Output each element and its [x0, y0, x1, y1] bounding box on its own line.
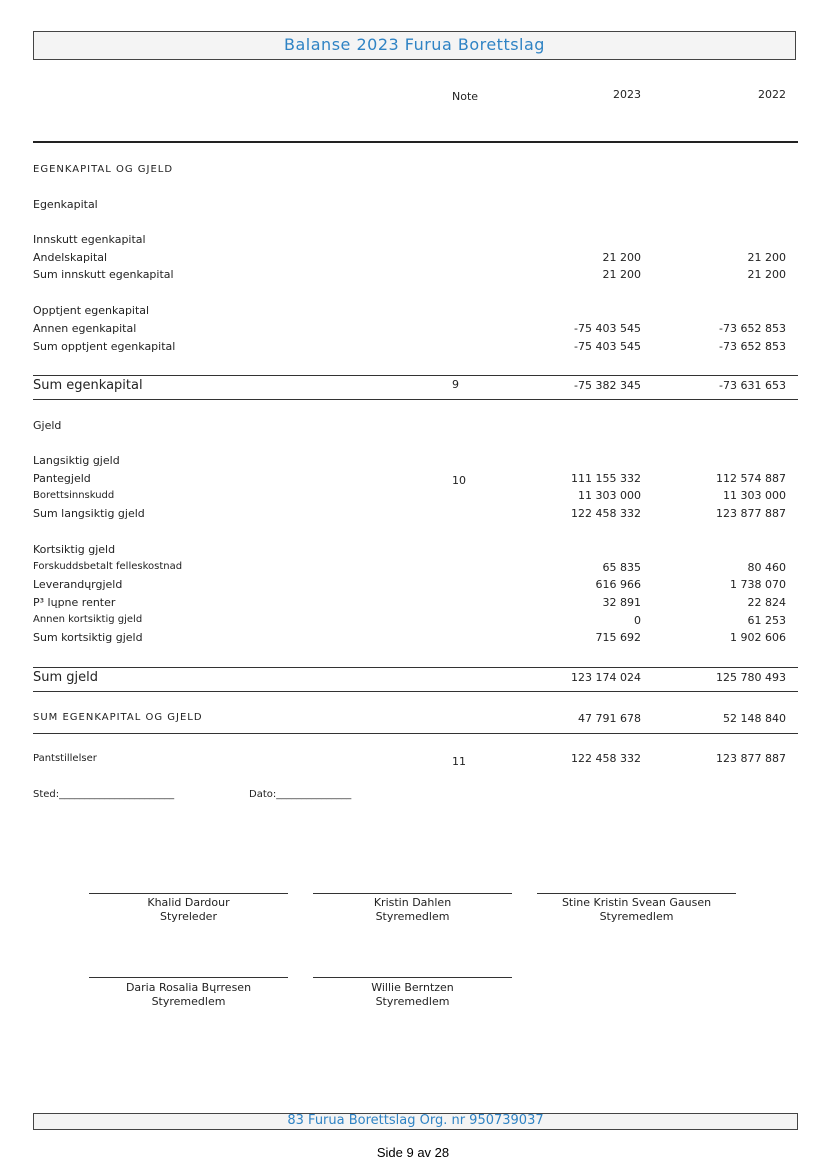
- row-label: Andelskapital: [33, 251, 108, 264]
- row-value-2022: 21 200: [747, 251, 786, 264]
- signatory-role: Styremedlem: [151, 995, 226, 1008]
- row-value-2023: 715 692: [595, 631, 641, 644]
- short-term-debt-heading: Kortsiktig gjeld: [33, 543, 116, 556]
- row-value-2023: 21 200: [602, 251, 641, 264]
- signatory-role: Styremedlem: [599, 910, 674, 923]
- column-header-note: Note: [452, 90, 479, 103]
- total-equity-2023: -75 382 345: [574, 379, 641, 392]
- signatory-name: Daria Rosalia Bųrresen: [125, 981, 252, 994]
- row-value-2023: 21 200: [602, 268, 641, 281]
- row-label: Pantegjeld: [33, 472, 91, 485]
- column-header-2023: 2023: [613, 88, 641, 101]
- row-value-2022: 21 200: [747, 268, 786, 281]
- row-label: Annen egenkapital: [33, 322, 137, 335]
- divider: [33, 667, 798, 668]
- row-value-2023: -75 403 545: [574, 340, 641, 353]
- row-value-2023: 616 966: [595, 578, 641, 591]
- equity-heading: Egenkapital: [33, 198, 98, 211]
- earned-equity-heading: Opptjent egenkapital: [33, 304, 150, 317]
- row-value-2022: 11 303 000: [723, 489, 786, 502]
- page-number: Side 9 av 28: [376, 1145, 450, 1160]
- total-debt-label: Sum gjeld: [33, 670, 99, 685]
- row-label: Sum langsiktig gjeld: [33, 507, 145, 520]
- pledges-note: 11: [452, 755, 466, 768]
- grand-total-2023: 47 791 678: [578, 712, 641, 725]
- row-value-2023: 122 458 332: [571, 507, 641, 520]
- signatory-role: Styreleder: [160, 910, 217, 923]
- grand-total-label: SUM EGENKAPITAL OG GJELD: [33, 712, 203, 723]
- signatory-name: Stine Kristin Svean Gausen: [561, 896, 712, 909]
- footer-org-number: 83 Furua Borettslag Org. nr 950739037: [33, 1113, 798, 1130]
- row-value-2022: -73 652 853: [719, 322, 786, 335]
- debt-heading: Gjeld: [33, 419, 62, 432]
- long-term-debt-heading: Langsiktig gjeld: [33, 454, 120, 467]
- row-value-2022: 112 574 887: [716, 472, 786, 485]
- signatory-name: Willie Berntzen: [371, 981, 454, 994]
- column-header-2022: 2022: [758, 88, 786, 101]
- row-label: Leverandųrgjeld: [33, 578, 123, 591]
- row-value-2022: -73 652 853: [719, 340, 786, 353]
- row-value-2023: 65 835: [602, 561, 641, 574]
- grand-total-2022: 52 148 840: [723, 712, 786, 725]
- total-equity-label: Sum egenkapital: [33, 378, 143, 393]
- row-value-2023: -75 403 545: [574, 322, 641, 335]
- signature-line: [313, 893, 512, 894]
- date-field: Dato:_______________: [249, 789, 352, 800]
- header-divider: [33, 141, 798, 143]
- row-label: Sum innskutt egenkapital: [33, 268, 174, 281]
- signatory-name: Kristin Dahlen: [373, 896, 452, 909]
- row-label: Forskuddsbetalt felleskostnad: [33, 561, 183, 572]
- row-value-2023: 11 303 000: [578, 489, 641, 502]
- divider: [33, 375, 798, 376]
- row-note: 10: [452, 474, 466, 487]
- row-value-2023: 111 155 332: [571, 472, 641, 485]
- row-label: P³ lųpne renter: [33, 596, 116, 609]
- total-debt-2022: 125 780 493: [716, 671, 786, 684]
- page-title: Balanse 2023 Furua Borettslag: [33, 31, 796, 60]
- signatory-role: Styremedlem: [375, 910, 450, 923]
- signature-line: [537, 893, 736, 894]
- signatory-role: Styremedlem: [375, 995, 450, 1008]
- row-value-2022: 123 877 887: [716, 507, 786, 520]
- divider: [33, 733, 798, 734]
- signature-line: [89, 977, 288, 978]
- row-label: Sum opptjent egenkapital: [33, 340, 176, 353]
- row-label: Borettsinnskudd: [33, 490, 115, 501]
- row-value-2022: 1 902 606: [730, 631, 786, 644]
- pledges-2023: 122 458 332: [571, 752, 641, 765]
- total-debt-2023: 123 174 024: [571, 671, 641, 684]
- row-value-2023: 32 891: [602, 596, 641, 609]
- row-value-2022: 61 253: [747, 614, 786, 627]
- row-value-2022: 22 824: [747, 596, 786, 609]
- pledges-2022: 123 877 887: [716, 752, 786, 765]
- paid-in-equity-heading: Innskutt egenkapital: [33, 233, 146, 246]
- place-field: Sted:_______________________: [33, 789, 175, 800]
- total-equity-2022: -73 631 653: [719, 379, 786, 392]
- row-value-2022: 1 738 070: [730, 578, 786, 591]
- signature-line: [313, 977, 512, 978]
- divider: [33, 399, 798, 400]
- row-value-2022: 80 460: [747, 561, 786, 574]
- divider: [33, 691, 798, 692]
- section-heading-equity-and-debt: EGENKAPITAL OG GJELD: [33, 164, 174, 175]
- pledges-label: Pantstillelser: [33, 753, 97, 764]
- row-label: Sum kortsiktig gjeld: [33, 631, 143, 644]
- total-equity-note: 9: [452, 378, 459, 391]
- row-value-2023: 0: [634, 614, 641, 627]
- row-label: Annen kortsiktig gjeld: [33, 614, 143, 625]
- signature-line: [89, 893, 288, 894]
- signatory-name: Khalid Dardour: [147, 896, 230, 909]
